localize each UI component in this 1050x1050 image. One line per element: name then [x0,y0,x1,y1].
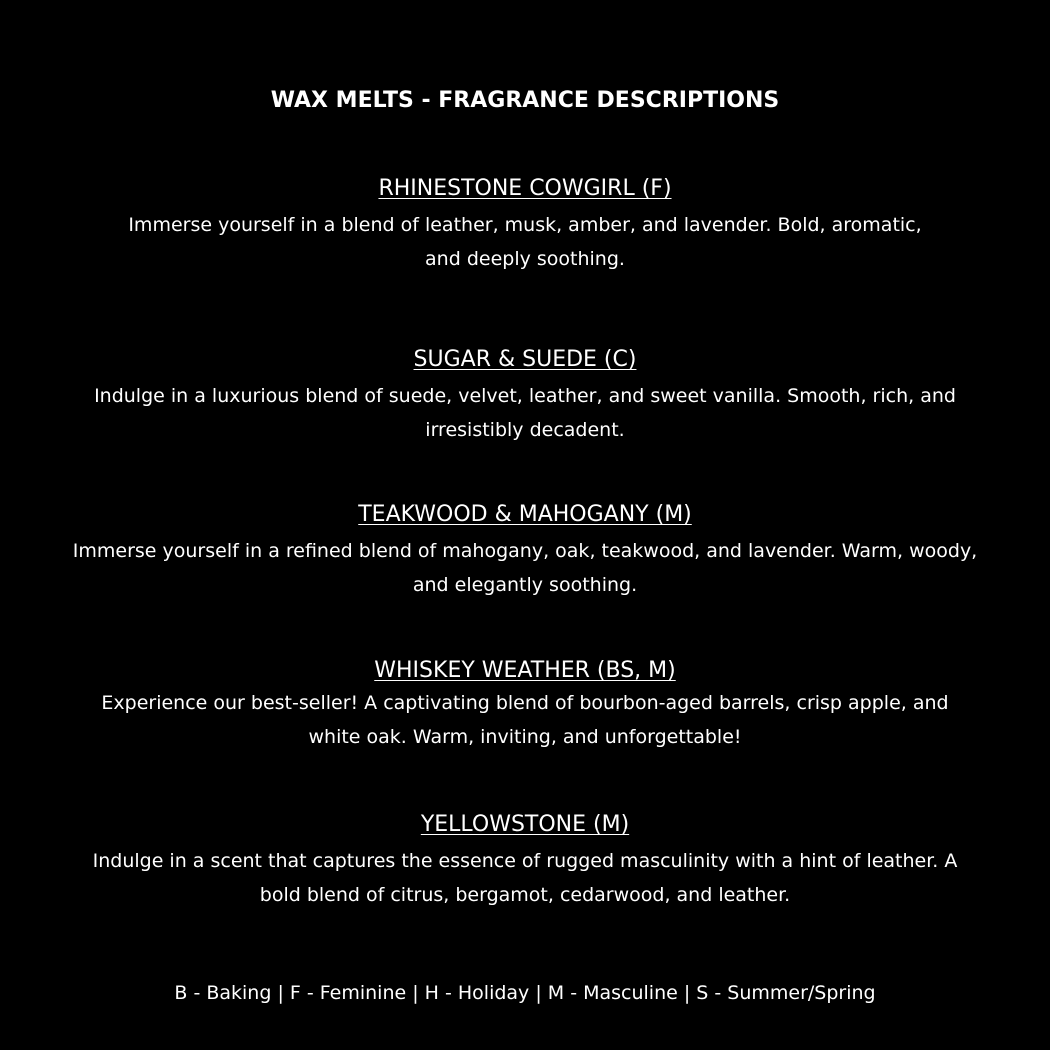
fragrance-entry-rhinestone-cowgirl [70,174,980,276]
fragrance-description: Indulge in a scent that captures the essence of rugged masculinity with a hint of leather. A bold blend of citrus, bergamot, cedarwood, and leather. [92,850,958,906]
fragrance-description: Experience our best-seller! A captivating blend of bourbon-aged barrels, crisp apple, and white oak. Warm, inviting, and unforgettable! [101,692,949,748]
fragrance-name: YELLOWSTONE (M) [420,812,630,837]
fragrance-name: TEAKWOOD & MAHOGANY (M) [358,502,692,527]
fragrance-description: Indulge in a luxurious blend of suede, velvet, leather, and sweet vanilla. Smooth, rich, and irresistibly decadent. [94,385,956,441]
fragrance-name: WHISKEY WEATHER (BS, M) [374,658,676,683]
fragrance-name: RHINESTONE COWGIRL (F) [378,176,672,201]
fragrance-entry-sugar-suede [70,345,980,447]
fragrance-entry-yellowstone [70,810,980,912]
fragrance-description: Immerse yourself in a refined blend of mahogany, oak, teakwood, and lavender. Warm, woody, and elegantly soothing. [72,540,978,596]
fragrance-entry-teakwood-mahogany [70,500,980,602]
fragrance-entry-whiskey-weather [70,656,980,754]
fragrance-description: Immerse yourself in a blend of leather, musk, amber, and lavender. Bold, aromatic, and deeply soothing. [128,214,922,270]
fragrance-name: SUGAR & SUEDE (C) [413,347,637,372]
page-title: WAX MELTS - FRAGRANCE DESCRIPTIONS [270,88,780,113]
category-legend: B - Baking | F - Feminine | H - Holiday | M - Masculine | S - Summer/Spring [174,982,876,1004]
